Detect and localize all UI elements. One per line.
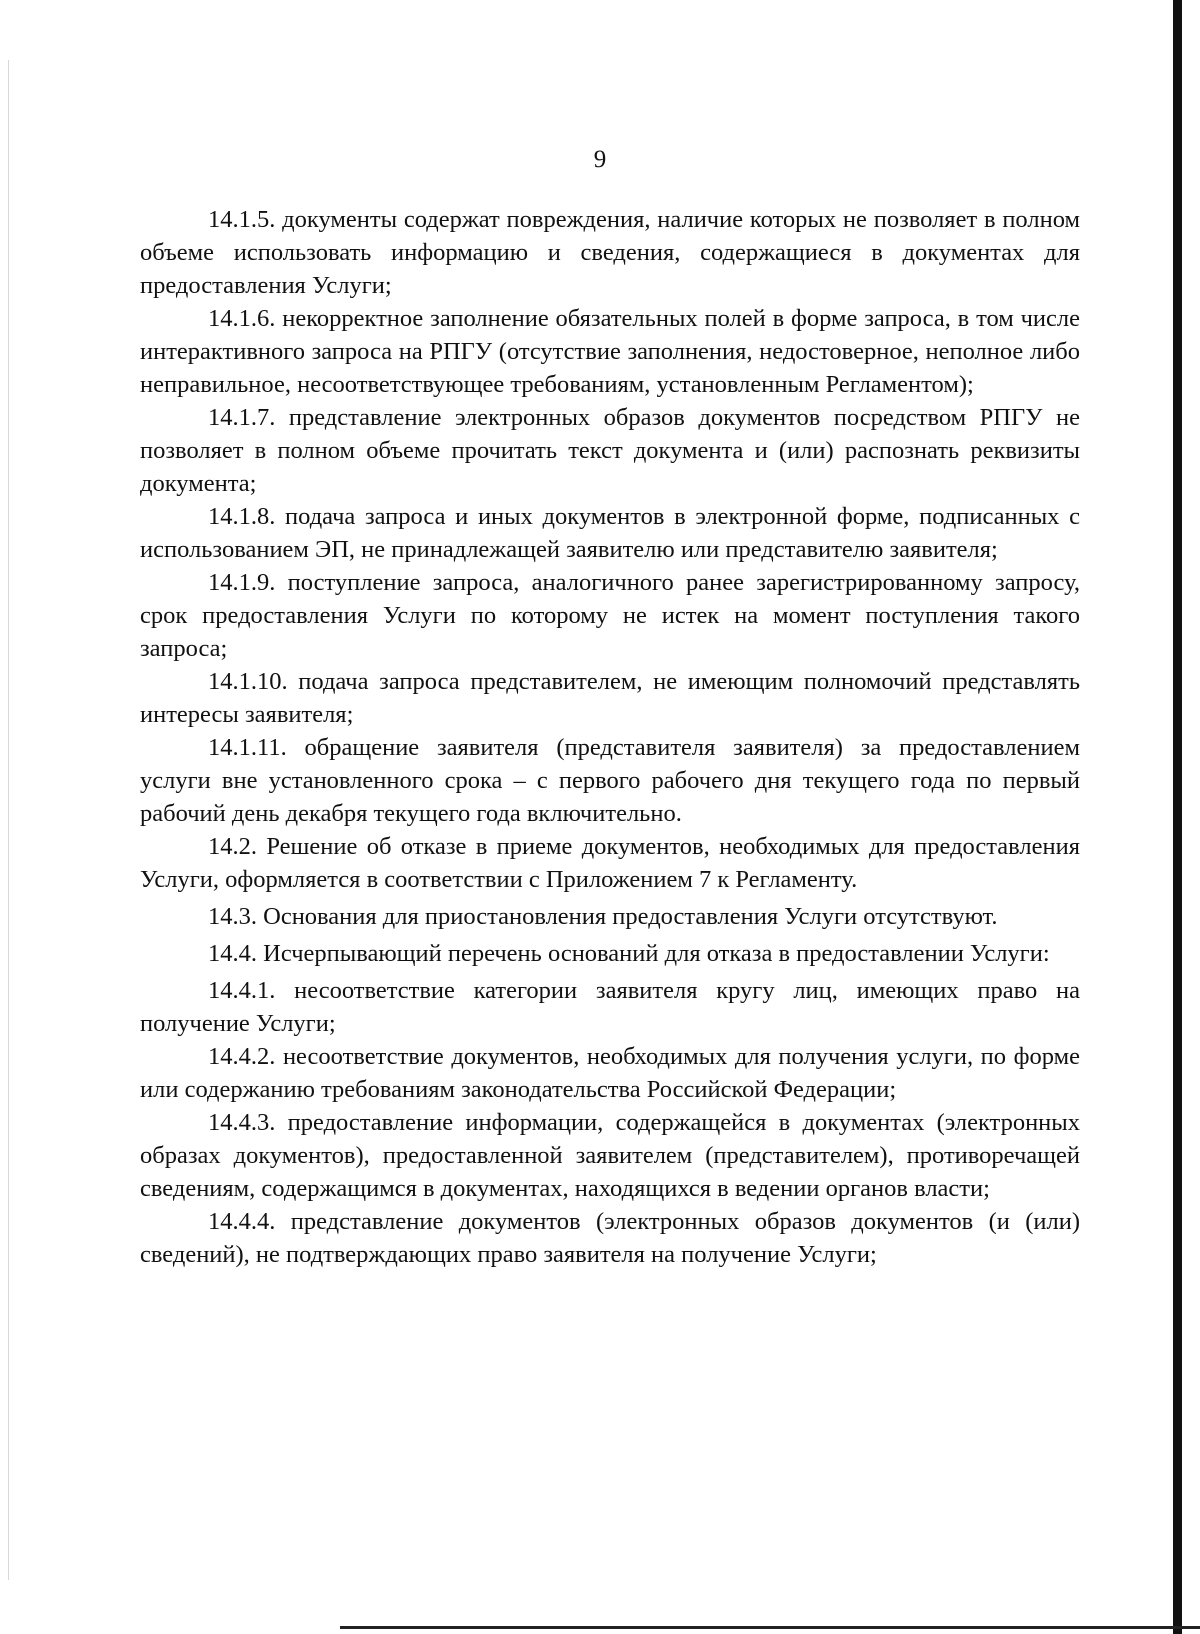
paragraph-14-4-1: 14.4.1. несоответствие категории заявителя кругу лиц, имеющих право на получение Услуги; xyxy=(140,977,1080,1037)
scan-left-edge xyxy=(8,60,9,1580)
paragraph-14-1-6: 14.1.6. некорректное заполнение обязательных полей в форме запроса, в том числе интерактивного запроса на РПГУ (отсутствие заполнения, недостоверное, неполное либо неправильное, несоответствующее требованиям, установленным Регламентом); xyxy=(140,305,1080,398)
page-number: 9 xyxy=(593,146,607,173)
scan-right-edge xyxy=(1173,0,1182,1634)
paragraph-14-1-9: 14.1.9. поступление запроса, аналогичного ранее зарегистрированному запросу, срок предоставления Услуги по которому не истек на момент поступления такого запроса; xyxy=(140,569,1080,662)
scan-bottom-edge xyxy=(340,1626,1200,1629)
paragraph-14-4-3: 14.4.3. предоставление информации, содержащейся в документах (электронных образах документов), предоставленной заявителем (представителем), противоречащей сведениям, содержащимся в документах, находящихся в ведении органов власти; xyxy=(140,1109,1080,1202)
paragraph-14-1-10: 14.1.10. подача запроса представителем, не имеющим полномочий представлять интересы заявителя; xyxy=(140,668,1080,728)
paragraph-14-4-2: 14.4.2. несоответствие документов, необходимых для получения услуги, по форме или содержанию требованиям законодательства Российской Федерации; xyxy=(140,1043,1080,1103)
document-body xyxy=(140,203,1080,1271)
paragraph-14-3: 14.3. Основания для приостановления предоставления Услуги отсутствуют. xyxy=(208,903,998,930)
paragraph-14-4: 14.4. Исчерпывающий перечень оснований для отказа в предоставлении Услуги: xyxy=(208,940,1050,967)
paragraph-14-2: 14.2. Решение об отказе в приеме документов, необходимых для предоставления Услуги, оформляется в соответствии с Приложением 7 к Регламенту. xyxy=(140,833,1080,893)
paragraph-14-1-5: 14.1.5. документы содержат повреждения, наличие которых не позволяет в полном объеме использовать информацию и сведения, содержащиеся в документах для предоставления Услуги; xyxy=(140,206,1080,299)
paragraph-14-4-4: 14.4.4. представление документов (электронных образов документов (и (или) сведений), не подтверждающих право заявителя на получение Услуги; xyxy=(140,1208,1080,1268)
paragraph-14-1-7: 14.1.7. представление электронных образов документов посредством РПГУ не позволяет в полном объеме прочитать текст документа и (или) распознать реквизиты документа; xyxy=(140,404,1080,497)
paragraph-14-1-11: 14.1.11. обращение заявителя (представителя заявителя) за предоставлением услуги вне установленного срока – с первого рабочего дня текущего года по первый рабочий день декабря текущего года включительно. xyxy=(140,734,1080,827)
paragraph-14-1-8: 14.1.8. подача запроса и иных документов в электронной форме, подписанных с использованием ЭП, не принадлежащей заявителю или представителю заявителя; xyxy=(140,503,1080,563)
